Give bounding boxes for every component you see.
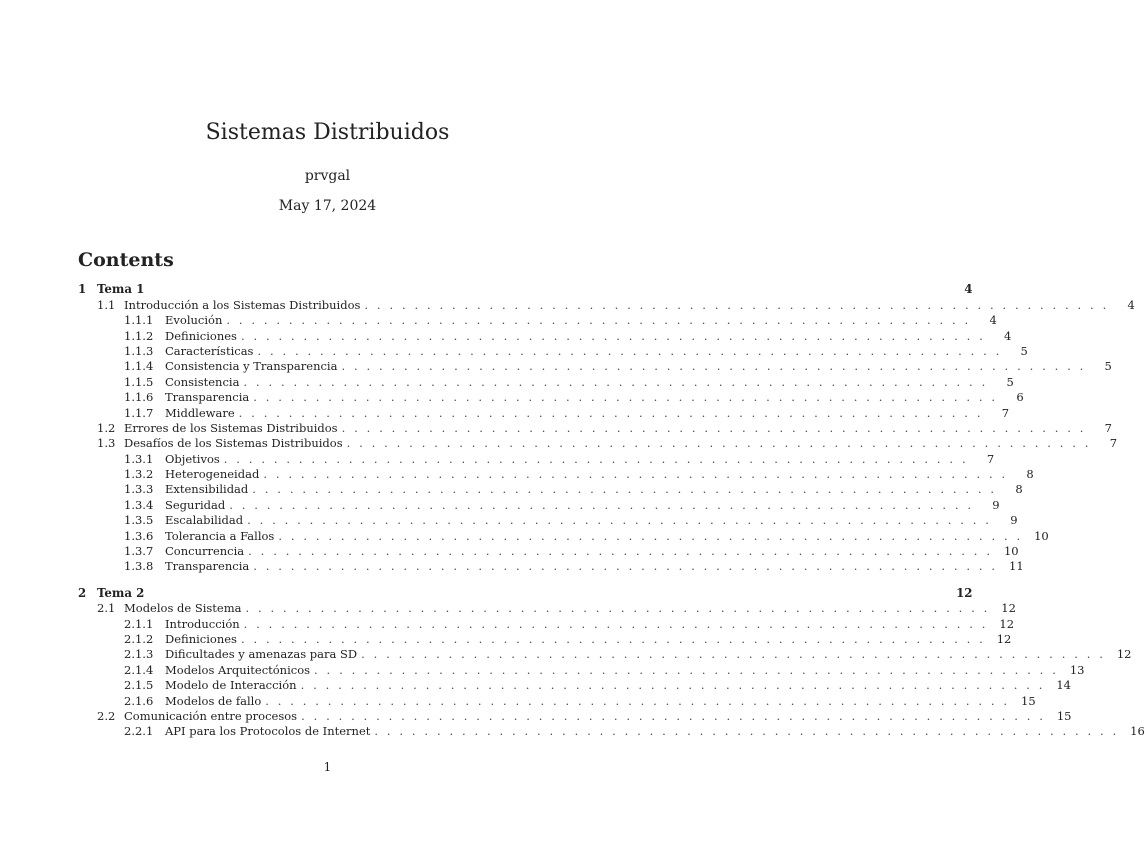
toc-entry-number: 2.2.1 bbox=[124, 724, 154, 739]
toc-entry-number: 1.1.7 bbox=[124, 405, 154, 420]
toc-entry-number: 2 bbox=[78, 585, 87, 600]
toc-subsection-entry[interactable] bbox=[78, 497, 1000, 512]
toc-subsection-entry[interactable] bbox=[78, 374, 1014, 389]
toc-entry-title: Evolución bbox=[165, 313, 223, 328]
document-author: prvgal bbox=[304, 168, 351, 184]
toc-subsection-entry[interactable] bbox=[78, 528, 1049, 543]
toc-subsection-entry[interactable] bbox=[78, 544, 1019, 559]
toc-entry-title: Introducción a los Sistemas Distribuidos bbox=[124, 297, 361, 312]
document-title: Sistemas Distribuidos bbox=[205, 120, 450, 145]
toc-entry-page: 8 bbox=[1015, 482, 1023, 497]
toc-entry-page: 14 bbox=[1056, 678, 1071, 693]
toc-chapter-entry[interactable] bbox=[78, 282, 973, 297]
toc-section-entry[interactable] bbox=[78, 420, 1112, 436]
toc-dot-leader: . . . . . . . . . . . . . . . . . . . . . . . . . . . . . . . . . . . . . . . . . . . . . . . . . . . . . . . . . . . . bbox=[263, 467, 1008, 482]
toc-entry-page: 10 bbox=[1034, 528, 1049, 543]
document-date: May 17, 2024 bbox=[278, 198, 377, 214]
toc-entry-page: 12 bbox=[956, 585, 973, 600]
toc-dot-leader: . . . . . . . . . . . . . . . . . . . . . . . . . . . . . . . . . . . . . . . . . . . . . . . . . . . . . . . . . . . . bbox=[245, 601, 990, 616]
toc-dot-leader: . . . . . . . . . . . . . . . . . . . . . . . . . . . . . . . . . . . . . . . . . . . . . . . . . . . . . . . . . . . . bbox=[243, 374, 988, 389]
toc-subsection-entry[interactable] bbox=[78, 559, 1024, 574]
toc-entry-number: 1.3.8 bbox=[124, 559, 154, 574]
toc-section-entry[interactable] bbox=[78, 297, 1135, 312]
toc-dot-leader: . . . . . . . . . . . . . . . . . . . . . . . . . . . . . . . . . . . . . . . . . . . . . . . . . . . . . . . . . . . . bbox=[364, 297, 1109, 312]
toc-dot-leader: . . . . . . . . . . . . . . . . . . . . . . . . . . . . . . . . . . . . . . . . . . . . . . . . . . . . . . . . . . . . bbox=[247, 513, 992, 528]
toc-entry-title: Introducción bbox=[165, 616, 240, 631]
toc-dot-leader: . . . . . . . . . . . . . . . . . . . . . . . . . . . . . . . . . . . . . . . . . . . . . . . . . . . . . . . . . . . . bbox=[240, 328, 986, 343]
toc-entry-title: Concurrencia bbox=[165, 544, 245, 559]
toc-entry-number: 1.3.1 bbox=[124, 451, 154, 466]
toc-entry-number: 2.2 bbox=[97, 708, 116, 723]
page-number: 1 bbox=[323, 760, 332, 774]
toc-entry-page: 15 bbox=[1056, 708, 1072, 723]
toc-dot-leader: . . . . . . . . . . . . . . . . . . . . . . . . . . . . . . . . . . . . . . . . . . . . . . . . . . . . . . . . . . . . bbox=[361, 647, 1106, 662]
toc-entry-number: 1.3.6 bbox=[124, 528, 154, 543]
toc-entry-page: 16 bbox=[1130, 724, 1145, 739]
toc-entry-title: Extensibilidad bbox=[165, 482, 249, 497]
toc-entry-title: Transparencia bbox=[165, 390, 250, 405]
toc-entry-number: 1.1 bbox=[97, 297, 116, 312]
toc-dot-leader: . . . . . . . . . . . . . . . . . . . . . . . . . . . . . . . . . . . . . . . . . . . . . . . . . . . . . . . . . . . . bbox=[240, 631, 986, 646]
toc-subsection-entry[interactable] bbox=[78, 390, 1024, 405]
toc-entry-title: Consistencia bbox=[165, 374, 240, 389]
toc-subsection-entry[interactable] bbox=[78, 482, 1023, 497]
toc-subsection-entry[interactable] bbox=[78, 647, 1132, 662]
toc-entry-page: 4 bbox=[1004, 328, 1012, 343]
toc-entry-title: Definiciones bbox=[165, 631, 237, 646]
toc-entry-number: 1 bbox=[78, 282, 87, 297]
toc-dot-leader: . . . . . . . . . . . . . . . . . . . . . . . . . . . . . . . . . . . . . . . . . . . . . . . . . . . . . . . . . . . . bbox=[341, 420, 1086, 435]
toc-entry-page: 9 bbox=[992, 497, 1000, 512]
toc-entry-title: Heterogeneidad bbox=[165, 467, 260, 482]
toc-dot-leader: . . . . . . . . . . . . . . . . . . . . . . . . . . . . . . . . . . . . . . . . . . . . . . . . . . . . . . . . . . . . bbox=[314, 662, 1059, 677]
toc-entry-number: 1.3.5 bbox=[124, 513, 154, 528]
toc-dot-leader: . . . . . . . . . . . . . . . . . . . . . . . . . . . . . . . . . . . . . . . . . . . . . . . . . . . . . . . . . . . . bbox=[229, 497, 974, 512]
toc-subsection-entry[interactable] bbox=[78, 328, 1012, 343]
toc-entry-number: 1.3.7 bbox=[124, 544, 154, 559]
toc-entry-number: 1.3.2 bbox=[124, 467, 154, 482]
toc-entry-number: 2.1.2 bbox=[124, 631, 154, 646]
toc-dot-leader: . . . . . . . . . . . . . . . . . . . . . . . . . . . . . . . . . . . . . . . . . . . . . . . . . . . . . . . . . . . . bbox=[278, 528, 1023, 543]
toc-entry-page: 11 bbox=[1009, 559, 1024, 574]
toc-entry-title: Errores de los Sistemas Distribuidos bbox=[124, 420, 338, 435]
contents-heading: Contents bbox=[78, 249, 174, 271]
toc-entry-number: 1.3.3 bbox=[124, 482, 154, 497]
toc-entry-page: 7 bbox=[1001, 405, 1010, 420]
toc-entry-number: 2.1 bbox=[97, 601, 116, 616]
toc-dot-leader: . . . . . . . . . . . . . . . . . . . . . . . . . . . . . . . . . . . . . . . . . . . . . . . . . . . . . . . . . . . . bbox=[257, 343, 1002, 358]
table-of-contents bbox=[78, 282, 1145, 739]
toc-dot-leader: . . . . . . . . . . . . . . . . . . . . . . . . . . . . . . . . . . . . . . . . . . . . . . . . . . . . . . . . . . . . bbox=[248, 544, 993, 559]
toc-chapter-entry[interactable] bbox=[78, 585, 973, 600]
toc-entry-title: Tolerancia a Fallos bbox=[165, 528, 275, 543]
toc-entry-title: Tema 1 bbox=[97, 282, 145, 297]
toc-entry-page: 7 bbox=[1104, 420, 1112, 435]
toc-entry-number: 2.1.1 bbox=[124, 616, 154, 631]
toc-entry-title: Escalabilidad bbox=[165, 513, 244, 528]
toc-entry-number: 1.1.5 bbox=[124, 374, 154, 389]
toc-dot-leader: . . . . . . . . . . . . . . . . . . . . . . . . . . . . . . . . . . . . . . . . . . . . . . . . . . . . . . . . . . . . bbox=[346, 436, 1092, 451]
toc-entry-page: 5 bbox=[1020, 343, 1028, 358]
toc-entry-title: Desafíos de los Sistemas Distribuidos bbox=[124, 436, 343, 451]
toc-subsection-entry[interactable] bbox=[78, 405, 1010, 420]
toc-subsection-entry[interactable] bbox=[78, 693, 1036, 708]
toc-entry-page: 4 bbox=[964, 282, 973, 297]
toc-subsection-entry[interactable] bbox=[78, 467, 1034, 482]
toc-entry-number: 1.1.4 bbox=[124, 359, 154, 374]
toc-entry-number: 2.1.5 bbox=[124, 678, 154, 693]
toc-entry-page: 8 bbox=[1026, 467, 1034, 482]
toc-entry-page: 12 bbox=[1001, 601, 1016, 616]
toc-subsection-entry[interactable] bbox=[78, 343, 1028, 359]
toc-dot-leader: . . . . . . . . . . . . . . . . . . . . . . . . . . . . . . . . . . . . . . . . . . . . . . . . . . . . . . . . . . . . bbox=[301, 708, 1046, 723]
toc-entry-title: Tema 2 bbox=[97, 585, 145, 600]
toc-subsection-entry[interactable] bbox=[78, 724, 1145, 739]
toc-dot-leader: . . . . . . . . . . . . . . . . . . . . . . . . . . . . . . . . . . . . . . . . . . . . . . . . . . . . . . . . . . . . bbox=[238, 405, 984, 420]
toc-entry-title: Definiciones bbox=[165, 328, 237, 343]
toc-subsection-entry[interactable] bbox=[78, 631, 1012, 647]
toc-subsection-entry[interactable] bbox=[78, 313, 997, 328]
toc-entry-title: Transparencia bbox=[165, 559, 250, 574]
toc-entry-title: Modelo de Interacción bbox=[165, 678, 297, 693]
toc-dot-leader: . . . . . . . . . . . . . . . . . . . . . . . . . . . . . . . . . . . . . . . . . . . . . . . . . . . . . . . . . . . . bbox=[253, 390, 998, 405]
toc-entry-page: 12 bbox=[1116, 647, 1132, 662]
toc-dot-leader: . . . . . . . . . . . . . . . . . . . . . . . . . . . . . . . . . . . . . . . . . . . . . . . . . . . . . . . . . . . . bbox=[226, 313, 971, 328]
toc-entry-page: 13 bbox=[1069, 662, 1085, 677]
toc-entry-title: Comunicación entre procesos bbox=[124, 708, 298, 723]
toc-entry-title: Consistencia y Transparencia bbox=[165, 359, 338, 374]
toc-entry-number: 1.2 bbox=[97, 420, 116, 435]
toc-entry-title: Dificultades y amenazas para SD bbox=[165, 647, 358, 662]
toc-entry-page: 5 bbox=[1104, 359, 1112, 374]
toc-dot-leader: . . . . . . . . . . . . . . . . . . . . . . . . . . . . . . . . . . . . . . . . . . . . . . . . . . . . . . . . . . . . bbox=[374, 724, 1119, 739]
toc-entry-number: 2.1.4 bbox=[124, 662, 154, 677]
toc-entry-title: Modelos Arquitectónicos bbox=[165, 662, 311, 677]
toc-subsection-entry[interactable] bbox=[78, 616, 1015, 631]
toc-entry-title: Middleware bbox=[165, 405, 235, 420]
toc-entry-number: 1.1.2 bbox=[124, 328, 154, 343]
toc-entry-page: 6 bbox=[1016, 390, 1024, 405]
toc-entry-number: 1.3.4 bbox=[124, 497, 154, 512]
toc-entry-title: Características bbox=[165, 343, 254, 358]
toc-entry-page: 4 bbox=[989, 313, 997, 328]
toc-entry-number: 2.1.6 bbox=[124, 693, 154, 708]
toc-dot-leader: . . . . . . . . . . . . . . . . . . . . . . . . . . . . . . . . . . . . . . . . . . . . . . . . . . . . . . . . . . . . bbox=[341, 359, 1086, 374]
toc-subsection-entry[interactable] bbox=[78, 451, 995, 466]
toc-entry-page: 5 bbox=[1006, 374, 1014, 389]
toc-section-entry[interactable] bbox=[78, 601, 1016, 616]
toc-entry-page: 7 bbox=[986, 451, 995, 466]
toc-entry-number: 1.1.3 bbox=[124, 343, 154, 358]
toc-entry-page: 12 bbox=[999, 616, 1015, 631]
toc-section-entry[interactable] bbox=[78, 436, 1118, 451]
toc-subsection-entry[interactable] bbox=[78, 513, 1018, 528]
toc-dot-leader: . . . . . . . . . . . . . . . . . . . . . . . . . . . . . . . . . . . . . . . . . . . . . . . . . . . . . . . . . . . . bbox=[223, 451, 969, 466]
toc-dot-leader: . . . . . . . . . . . . . . . . . . . . . . . . . . . . . . . . . . . . . . . . . . . . . . . . . . . . . . . . . . . . bbox=[265, 693, 1010, 708]
toc-section-entry[interactable] bbox=[78, 708, 1072, 724]
toc-entry-number: 1.1.1 bbox=[124, 313, 154, 328]
toc-subsection-entry[interactable] bbox=[78, 678, 1071, 693]
toc-entry-page: 4 bbox=[1127, 297, 1135, 312]
toc-entry-title: Modelos de fallo bbox=[165, 693, 262, 708]
toc-entry-number: 2.1.3 bbox=[124, 647, 154, 662]
toc-entry-page: 7 bbox=[1109, 436, 1118, 451]
toc-entry-title: Objetivos bbox=[165, 451, 220, 466]
toc-subsection-entry[interactable] bbox=[78, 662, 1085, 677]
toc-entry-page: 9 bbox=[1010, 513, 1018, 528]
toc-dot-leader: . . . . . . . . . . . . . . . . . . . . . . . . . . . . . . . . . . . . . . . . . . . . . . . . . . . . . . . . . . . . bbox=[253, 559, 998, 574]
toc-dot-leader: . . . . . . . . . . . . . . . . . . . . . . . . . . . . . . . . . . . . . . . . . . . . . . . . . . . . . . . . . . . . bbox=[243, 616, 989, 631]
toc-entry-page: 15 bbox=[1021, 693, 1036, 708]
toc-entry-number: 1.3 bbox=[97, 436, 116, 451]
toc-dot-leader: . . . . . . . . . . . . . . . . . . . . . . . . . . . . . . . . . . . . . . . . . . . . . . . . . . . . . . . . . . . . bbox=[252, 482, 997, 497]
toc-entry-title: API para los Protocolos de Internet bbox=[165, 724, 371, 739]
toc-entry-page: 10 bbox=[1003, 544, 1019, 559]
toc-entry-page: 12 bbox=[996, 631, 1012, 646]
toc-entry-title: Seguridad bbox=[165, 497, 226, 512]
toc-entry-title: Modelos de Sistema bbox=[124, 601, 242, 616]
toc-entry-number: 1.1.6 bbox=[124, 390, 154, 405]
toc-subsection-entry[interactable] bbox=[78, 359, 1112, 374]
toc-dot-leader: . . . . . . . . . . . . . . . . . . . . . . . . . . . . . . . . . . . . . . . . . . . . . . . . . . . . . . . . . . . . bbox=[300, 678, 1045, 693]
